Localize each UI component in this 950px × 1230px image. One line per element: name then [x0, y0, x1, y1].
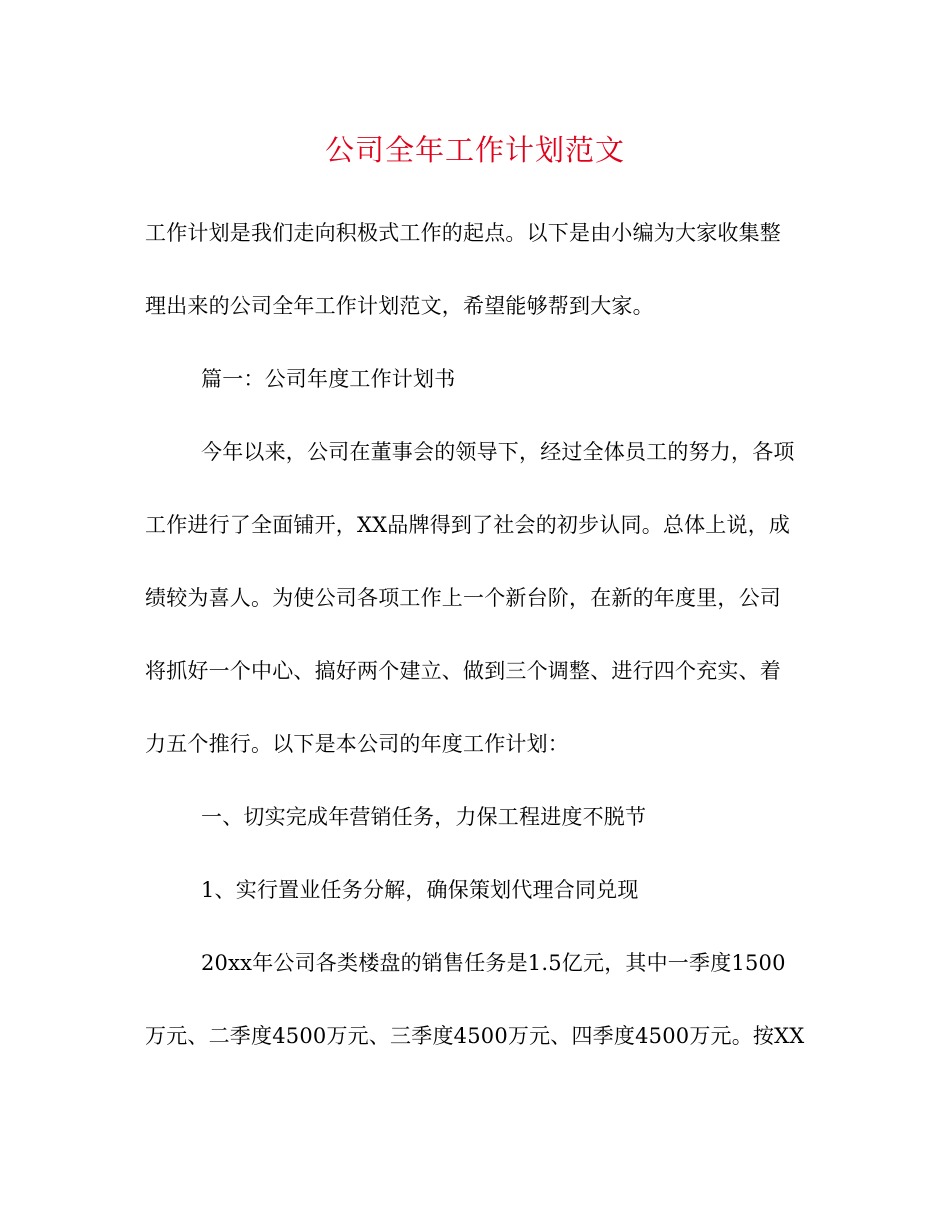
- section-heading: 一、切实完成年营销任务，力保工程进度不脱节: [201, 805, 647, 829]
- paragraph-line: 工作计划是我们走向积极式工作的起点。以下是由小编为大家收集整: [145, 221, 781, 245]
- paragraph-line: 绩较为喜人。为使公司各项工作上一个新台阶，在新的年度里，公司: [145, 586, 781, 610]
- document-body: [145, 214, 810, 1090]
- paragraph-line: 工作进行了全面铺开，XX品牌得到了社会的初步认同。总体上说，成: [145, 513, 791, 537]
- paragraph-line: 理出来的公司全年工作计划范文，希望能够帮到大家。: [145, 294, 654, 318]
- paragraph-line: 力五个推行。以下是本公司的年度工作计划：: [145, 732, 569, 756]
- paragraph-line: 将抓好一个中心、搞好两个建立、做到三个调整、进行四个充实、着: [145, 659, 781, 683]
- document-title: 公司全年工作计划范文: [324, 133, 625, 167]
- paragraph-line: 万元、二季度4500万元、三季度4500万元、四季度4500万元。按XX: [145, 1024, 805, 1048]
- subsection-heading: 1、实行置业任务分解，确保策划代理合同兑现: [201, 878, 639, 902]
- paragraph-line: 20xx年公司各类楼盘的销售任务是1.5亿元，其中一季度1500: [201, 951, 786, 975]
- paragraph-line: 今年以来，公司在董事会的领导下，经过全体员工的努力，各项: [201, 440, 795, 464]
- section-heading: 篇一：公司年度工作计划书: [201, 367, 456, 391]
